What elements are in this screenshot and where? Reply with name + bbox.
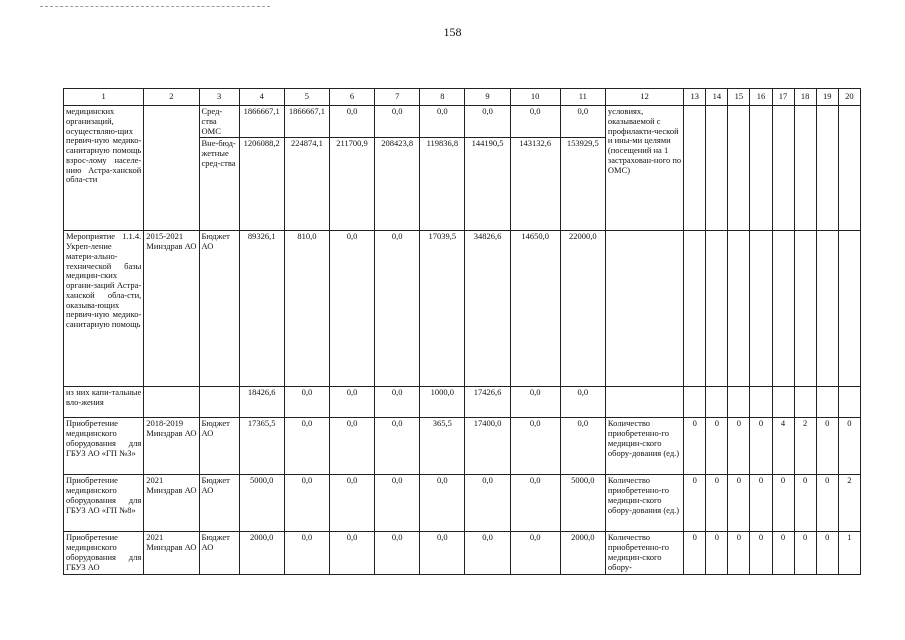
amount-cell: 1000,0 [420, 387, 465, 418]
period-cell: 2018-2019 Минздрав АО [144, 418, 199, 475]
indicator-value-cell [750, 231, 772, 387]
amount-cell: 0,0 [420, 475, 465, 532]
indicator-value-cell [684, 387, 706, 418]
indicator-value-cell [728, 231, 750, 387]
indicator-value-cell: 0 [706, 418, 728, 475]
amount-cell: 0,0 [510, 475, 560, 532]
indicator-value-cell [772, 106, 794, 231]
indicator-value-cell: 0 [750, 418, 772, 475]
activity-cell: Приобретение медицинского оборудования для ГБУЗ АО «ГП №3» [64, 418, 144, 475]
amount-cell: 89326,1 [239, 231, 284, 387]
indicator-cell [605, 231, 683, 387]
budget-table [63, 88, 861, 575]
amount-cell: 119836,8 [420, 138, 465, 231]
column-number-1: 1 [64, 89, 144, 106]
amount-cell: 34826,6 [465, 231, 510, 387]
amount-cell: 17426,6 [465, 387, 510, 418]
amount-cell: 1206088,2 [239, 138, 284, 231]
indicator-value-cell [706, 387, 728, 418]
funding-source-cell [199, 387, 239, 418]
indicator-value-cell [684, 231, 706, 387]
period-cell: 2015-2021 Минздрав АО [144, 231, 199, 387]
indicator-value-cell: 0 [706, 475, 728, 532]
indicator-value-cell [706, 231, 728, 387]
table-row [64, 418, 861, 475]
indicator-value-cell [684, 106, 706, 231]
indicator-value-cell: 0 [772, 532, 794, 575]
amount-cell: 0,0 [510, 418, 560, 475]
column-number-20: 20 [838, 89, 860, 106]
column-number-10: 10 [510, 89, 560, 106]
activity-cell: Приобретение медицинского оборудования для ГБУЗ АО «ГП №8» [64, 475, 144, 532]
indicator-value-cell [838, 387, 860, 418]
indicator-value-cell: 4 [772, 418, 794, 475]
amount-cell: 2000,0 [560, 532, 605, 575]
amount-cell: 14650,0 [510, 231, 560, 387]
indicator-value-cell [750, 106, 772, 231]
indicator-value-cell [794, 231, 816, 387]
indicator-value-cell: 0 [794, 475, 816, 532]
amount-cell: 0,0 [510, 106, 560, 138]
amount-cell: 0,0 [375, 475, 420, 532]
indicator-value-cell: 0 [684, 475, 706, 532]
period-cell [144, 387, 199, 418]
amount-cell: 17039,5 [420, 231, 465, 387]
column-number-17: 17 [772, 89, 794, 106]
amount-cell: 0,0 [510, 387, 560, 418]
indicator-value-cell: 0 [728, 475, 750, 532]
amount-cell: 22000,0 [560, 231, 605, 387]
indicator-value-cell [838, 231, 860, 387]
indicator-value-cell: 0 [706, 532, 728, 575]
amount-cell: 153929,5 [560, 138, 605, 231]
indicator-value-cell [728, 387, 750, 418]
indicator-value-cell [816, 106, 838, 231]
amount-cell: 0,0 [375, 106, 420, 138]
table-row [64, 387, 861, 418]
funding-source-cell: Бюджет АО [199, 532, 239, 575]
period-cell: 2021 Минздрав АО [144, 475, 199, 532]
indicator-value-cell [794, 106, 816, 231]
column-number-15: 15 [728, 89, 750, 106]
activity-cell: медицинских организаций, осуществляю-щих первич-ную медико-санитарную помощь взрос-лому населе-нию Астра-ханской обла-сти [64, 106, 144, 231]
indicator-value-cell [794, 387, 816, 418]
indicator-value-cell: 0 [684, 532, 706, 575]
amount-cell: 0,0 [329, 106, 374, 138]
amount-cell: 0,0 [510, 532, 560, 575]
amount-cell: 0,0 [284, 387, 329, 418]
indicator-value-cell: 0 [816, 532, 838, 575]
table-row [64, 106, 861, 138]
amount-cell: 17365,5 [239, 418, 284, 475]
table-row [64, 532, 861, 575]
amount-cell: 17400,0 [465, 418, 510, 475]
column-number-5: 5 [284, 89, 329, 106]
indicator-value-cell: 0 [816, 418, 838, 475]
funding-source-cell: Бюджет АО [199, 231, 239, 387]
indicator-value-cell: 1 [838, 532, 860, 575]
column-number-18: 18 [794, 89, 816, 106]
amount-cell: 1866667,1 [239, 106, 284, 138]
indicator-value-cell: 0 [750, 475, 772, 532]
amount-cell: 144190,5 [465, 138, 510, 231]
indicator-value-cell [706, 106, 728, 231]
amount-cell: 0,0 [284, 418, 329, 475]
amount-cell: 0,0 [465, 106, 510, 138]
indicator-value-cell: 0 [838, 418, 860, 475]
amount-cell: 0,0 [329, 532, 374, 575]
indicator-cell: Количество приобретенно-го медицин-ского обору-дования (ед.) [605, 475, 683, 532]
column-number-14: 14 [706, 89, 728, 106]
amount-cell: 0,0 [329, 418, 374, 475]
column-number-2: 2 [144, 89, 199, 106]
activity-cell: из них капи-тальные вло-жения [64, 387, 144, 418]
indicator-value-cell [772, 231, 794, 387]
period-cell [144, 106, 199, 231]
column-number-16: 16 [750, 89, 772, 106]
amount-cell: 810,0 [284, 231, 329, 387]
indicator-cell: условиях, оказываемой с профилакти-ческой и ины-ми целями (посещений на 1 застрахован-ного по ОМС) [605, 106, 683, 231]
indicator-value-cell [750, 387, 772, 418]
indicator-value-cell: 0 [728, 418, 750, 475]
column-number-3: 3 [199, 89, 239, 106]
column-number-11: 11 [560, 89, 605, 106]
indicator-value-cell: 0 [750, 532, 772, 575]
indicator-value-cell: 2 [794, 418, 816, 475]
scan-artifact [40, 6, 270, 8]
indicator-value-cell [728, 106, 750, 231]
amount-cell: 0,0 [560, 418, 605, 475]
amount-cell: 0,0 [284, 532, 329, 575]
amount-cell: 0,0 [375, 231, 420, 387]
amount-cell: 208423,8 [375, 138, 420, 231]
header-row [64, 89, 861, 106]
indicator-value-cell: 0 [816, 475, 838, 532]
period-cell: 2021 Минздрав АО [144, 532, 199, 575]
indicator-cell: Количество приобретенно-го медицин-ского обору-дования (ед.) [605, 418, 683, 475]
activity-cell: Мероприятие 1.1.4. Укреп-ление матери-ально-технической базы медицин-ских органи-заций Астра-ханской обла-сти, оказыва-ющих первич-ную медико-санитарную помощь [64, 231, 144, 387]
funding-source-cell: Вне-бюд-жетные сред-ства [199, 138, 239, 231]
column-number-13: 13 [684, 89, 706, 106]
amount-cell: 0,0 [375, 418, 420, 475]
funding-source-cell: Бюджет АО [199, 475, 239, 532]
funding-source-cell: Бюджет АО [199, 418, 239, 475]
amount-cell: 0,0 [560, 387, 605, 418]
indicator-value-cell: 0 [728, 532, 750, 575]
amount-cell: 0,0 [420, 532, 465, 575]
indicator-value-cell [816, 387, 838, 418]
amount-cell: 5000,0 [239, 475, 284, 532]
amount-cell: 224874,1 [284, 138, 329, 231]
amount-cell: 2000,0 [239, 532, 284, 575]
amount-cell: 1866667,1 [284, 106, 329, 138]
indicator-value-cell [816, 231, 838, 387]
column-number-6: 6 [329, 89, 374, 106]
amount-cell: 211700,9 [329, 138, 374, 231]
indicator-value-cell: 0 [684, 418, 706, 475]
amount-cell: 0,0 [465, 475, 510, 532]
column-number-19: 19 [816, 89, 838, 106]
table-row [64, 231, 861, 387]
amount-cell: 0,0 [375, 387, 420, 418]
indicator-cell: Количество приобретенно-го медицин-ского обору- [605, 532, 683, 575]
indicator-value-cell: 0 [772, 475, 794, 532]
column-number-9: 9 [465, 89, 510, 106]
indicator-cell [605, 387, 683, 418]
amount-cell: 0,0 [329, 475, 374, 532]
amount-cell: 5000,0 [560, 475, 605, 532]
column-number-8: 8 [420, 89, 465, 106]
indicator-value-cell [838, 106, 860, 231]
amount-cell: 0,0 [375, 532, 420, 575]
indicator-value-cell: 0 [794, 532, 816, 575]
table-row [64, 475, 861, 532]
amount-cell: 0,0 [560, 106, 605, 138]
indicator-value-cell: 2 [838, 475, 860, 532]
page-number: 158 [443, 25, 462, 39]
amount-cell: 143132,6 [510, 138, 560, 231]
amount-cell: 18426,6 [239, 387, 284, 418]
amount-cell: 0,0 [284, 475, 329, 532]
amount-cell: 0,0 [465, 532, 510, 575]
column-number-7: 7 [375, 89, 420, 106]
amount-cell: 365,5 [420, 418, 465, 475]
amount-cell: 0,0 [420, 106, 465, 138]
column-number-4: 4 [239, 89, 284, 106]
amount-cell: 0,0 [329, 231, 374, 387]
column-number-12: 12 [605, 89, 683, 106]
indicator-value-cell [772, 387, 794, 418]
activity-cell: Приобретение медицинского оборудования для ГБУЗ АО [64, 532, 144, 575]
funding-source-cell: Сред-ства ОМС [199, 106, 239, 138]
amount-cell: 0,0 [329, 387, 374, 418]
